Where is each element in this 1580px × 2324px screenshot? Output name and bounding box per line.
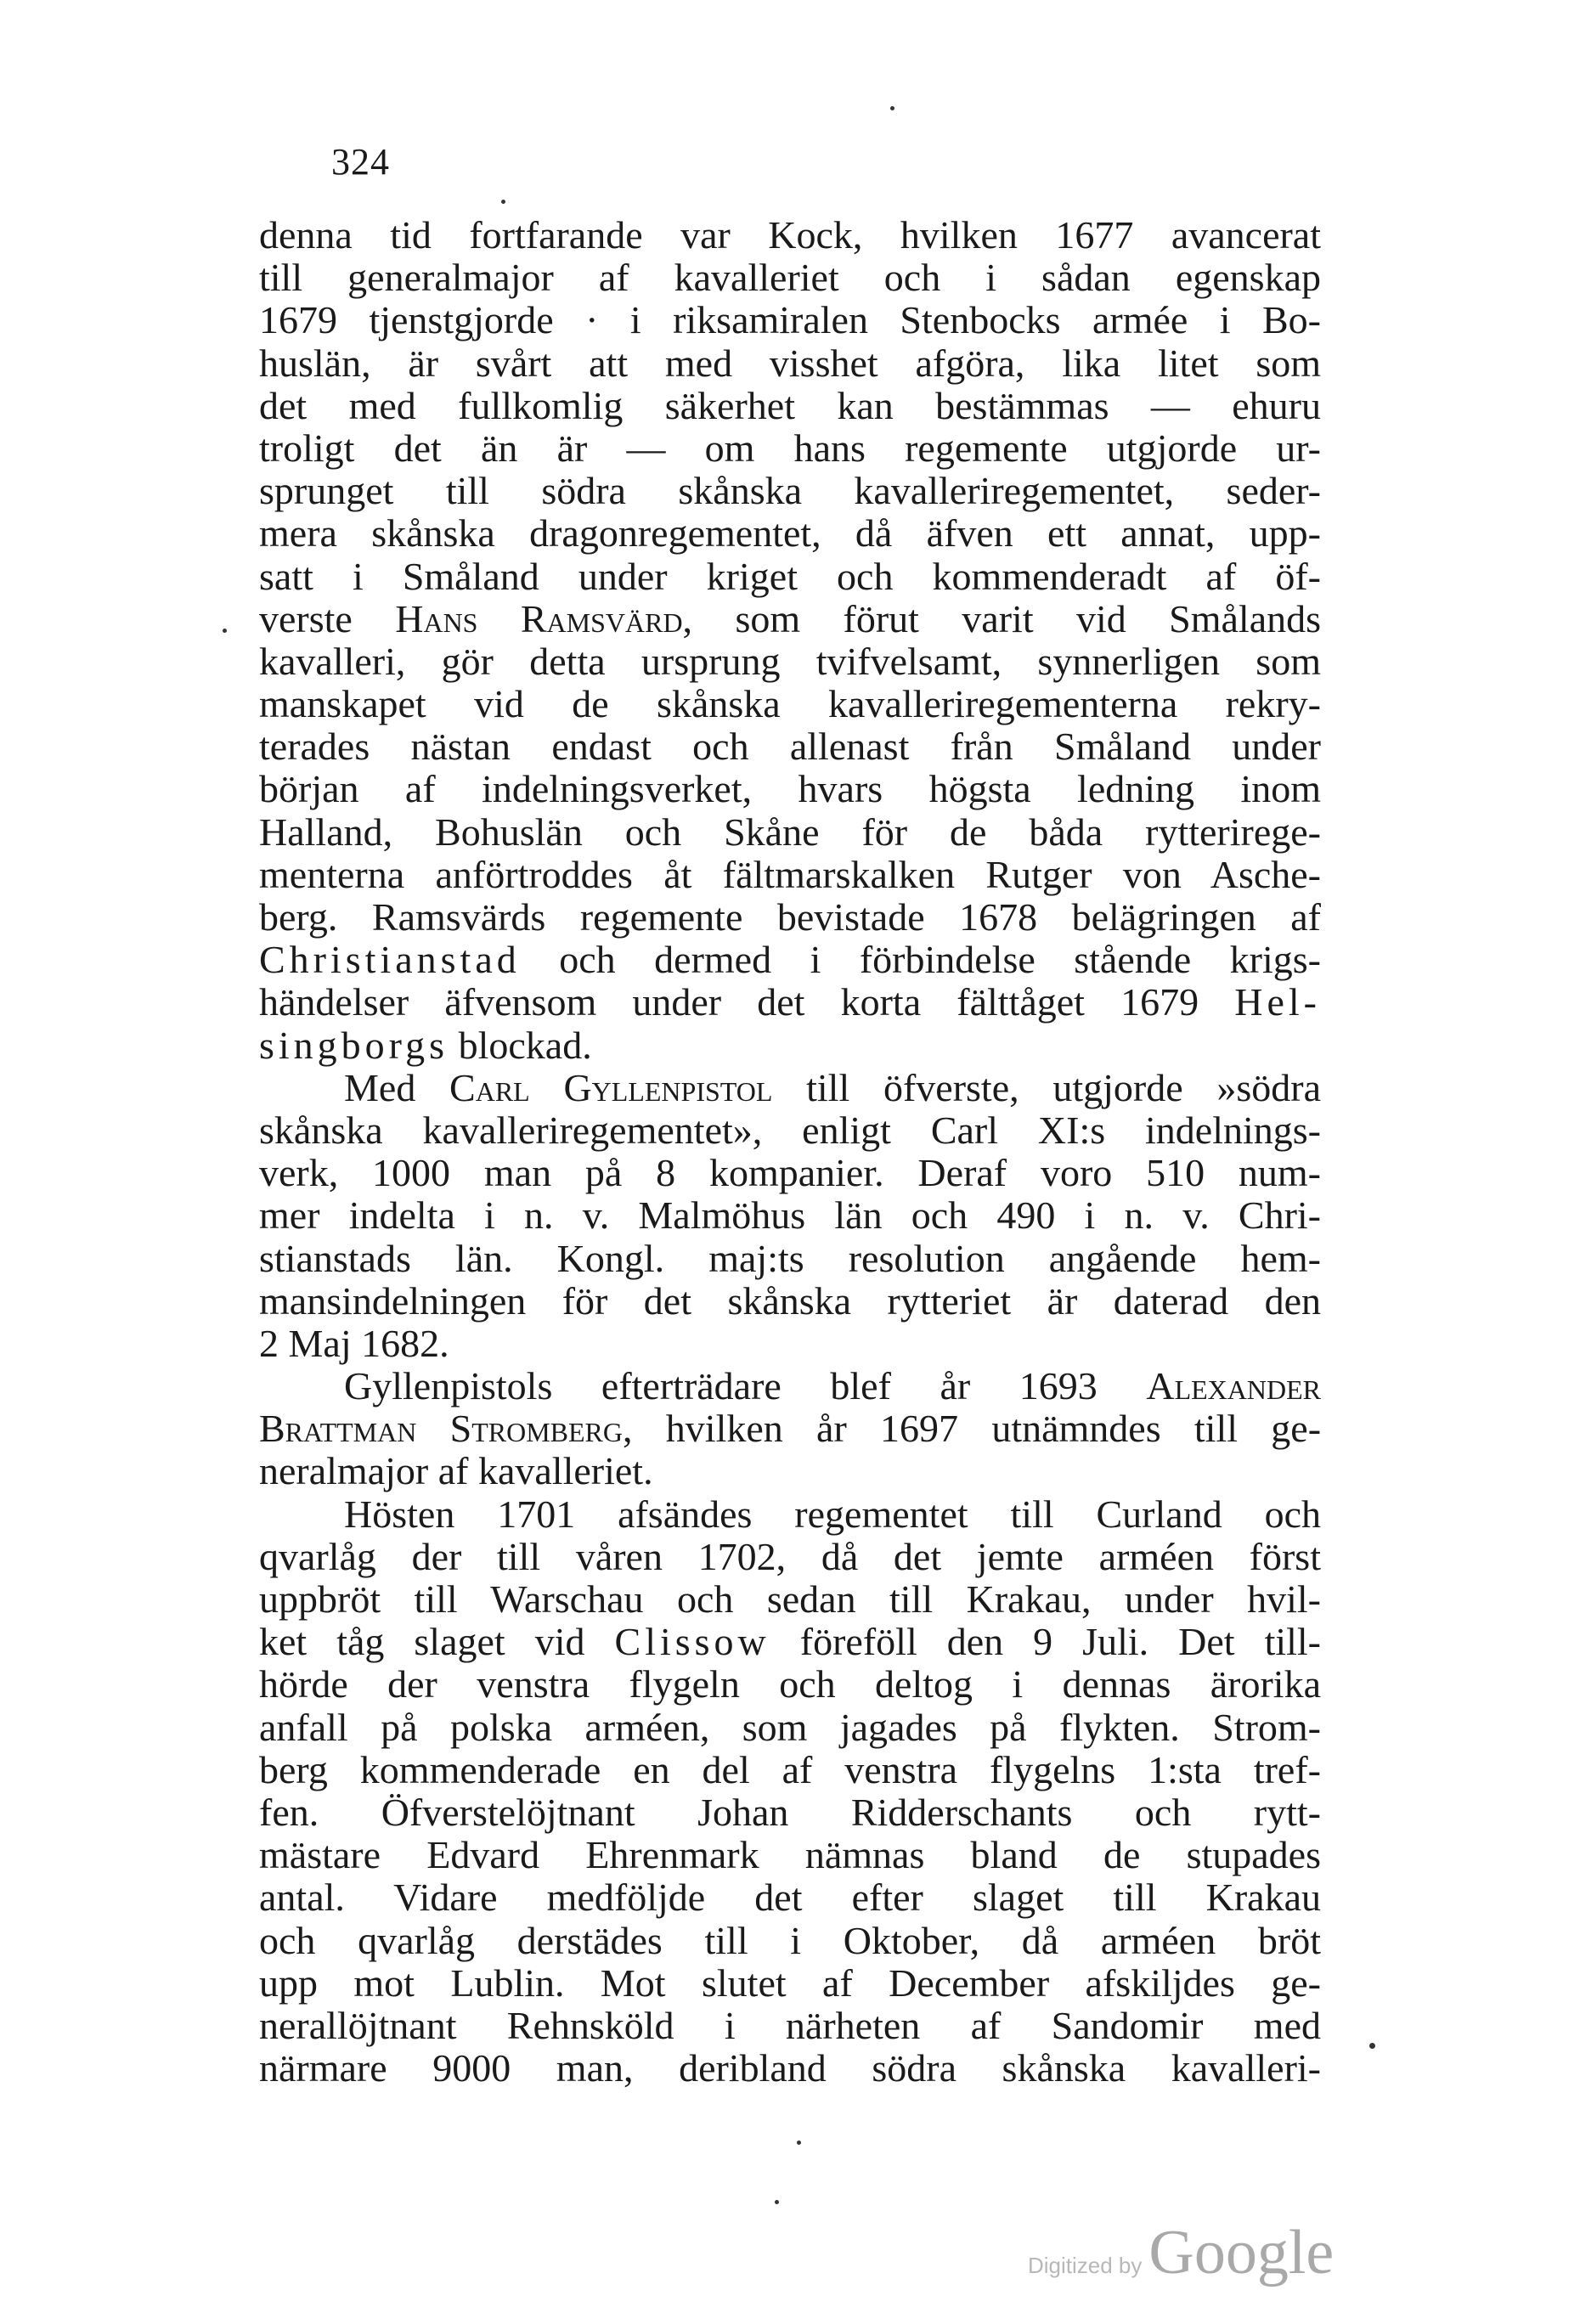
- text-line: [259, 1365, 1321, 1407]
- text-line: neralmajor af kavalleriet.: [259, 1449, 653, 1493]
- text-line: mera skånska dragonregementet, då äfven ett annat, upp-: [259, 511, 1321, 556]
- text-segment: föreföll den 9 Juli. Det till-: [799, 1620, 1322, 1664]
- text-segment: till öfverste, utgjorde »södra: [806, 1065, 1321, 1109]
- scan-speck: [797, 2141, 801, 2145]
- text-line: uppbröt till Warschau och sedan till Krakau, under hvil-: [259, 1577, 1321, 1621]
- text-line: verk, 1000 man på 8 kompanier. Deraf voro 510 num-: [259, 1151, 1321, 1195]
- text-segment: hvilken år 1697 utnämndes till ge-: [665, 1407, 1322, 1451]
- text-line: mer indelta i n. v. Malmöhus län och 490 i n. v. Chri-: [259, 1193, 1321, 1238]
- spaced-place-name: Clissow: [614, 1620, 770, 1664]
- text-segment: som förut varit vid Smålands: [735, 596, 1322, 640]
- text-line: nerallöjtnant Rehnsköld i närheten af Sandomir med: [259, 2003, 1321, 2047]
- text-line: upp mot Lublin. Mot slutet af December afskiljdes ge-: [259, 1960, 1321, 2005]
- text-line: [259, 1407, 1321, 1450]
- scan-speck: [1369, 2043, 1375, 2049]
- google-digitized-watermark: [1028, 2217, 1334, 2289]
- text-segment: Med: [344, 1065, 416, 1109]
- scan-speck: [775, 2200, 779, 2204]
- person-name: Hans Ramsvärd,: [395, 596, 693, 640]
- body-text: [259, 214, 1321, 2090]
- text-line: sprunget till södra skånska kavalleriregementet, seder-: [259, 469, 1321, 513]
- spaced-place-name: Hel-: [1234, 980, 1322, 1024]
- text-line: manskapet vid de skånska kavalleriregementerna rekry-: [259, 682, 1321, 726]
- text-line: hörde der venstra flygeln och deltog i dennas ärorika: [259, 1662, 1321, 1706]
- text-line: mästare Edvard Ehrenmark nämnas bland de stupades: [259, 1833, 1321, 1877]
- text-segment: blockad.: [458, 1023, 592, 1067]
- text-segment: och dermed i förbindelse stående krigs-: [559, 938, 1321, 982]
- text-line: till generalmajor af kavalleriet och i sådan egenskap: [259, 256, 1321, 300]
- text-line: [259, 981, 1321, 1024]
- text-line: fen. Öfverstelöjtnant Johan Ridderschants och rytt-: [259, 1790, 1321, 1834]
- text-line: terades nästan endast och allenast från Småland under: [259, 725, 1321, 769]
- text-line: anfall på polska arméen, som jagades på flykten. Strom-: [259, 1705, 1321, 1749]
- text-segment: ket tåg slaget vid: [259, 1620, 585, 1664]
- text-segment: Gyllenpistols efterträdare blef år 1693: [344, 1364, 1098, 1408]
- text-line: huslän, är svårt att med visshet afgöra, lika litet som: [259, 341, 1321, 385]
- text-line: 2 Maj 1682.: [259, 1321, 449, 1365]
- text-line: det med fullkomlig säkerhet kan bestämmas — ehuru: [259, 383, 1321, 427]
- person-name: Alexander: [1146, 1364, 1322, 1408]
- scan-speck: [223, 629, 227, 633]
- text-line: skånska kavalleriregementet», enligt Carl XI:s indelnings-: [259, 1108, 1321, 1152]
- text-line: antal. Vidare medföljde det efter slaget till Krakau: [259, 1876, 1321, 1920]
- text-line: [259, 1024, 1321, 1067]
- text-line: [259, 1621, 1321, 1663]
- text-line: berg kommenderade en del af venstra flygelns 1:sta tref-: [259, 1747, 1321, 1791]
- person-name: Brattman Stromberg,: [259, 1407, 633, 1451]
- text-line: berg. Ramsvärds regemente bevistade 1678 belägringen af: [259, 895, 1321, 939]
- watermark-prefix: Digitized by: [1028, 2253, 1143, 2278]
- scan-speck: [890, 106, 894, 110]
- text-line: och qvarlåg derstädes till i Oktober, då arméen bröt: [259, 1918, 1321, 1962]
- google-logo: Google: [1148, 2218, 1335, 2287]
- text-line: kavalleri, gör detta ursprung tvifvelsamt, synnerligen som: [259, 639, 1321, 683]
- text-line: [259, 939, 1321, 981]
- text-segment: verste: [259, 596, 353, 640]
- text-line: [259, 598, 1321, 640]
- text-line: närmare 9000 man, deribland södra skånska kavalleri-: [259, 2046, 1321, 2090]
- text-line: början af indelningsverket, hvars högsta ledning inom: [259, 767, 1321, 811]
- text-segment: händelser äfvensom under det korta fälttåget 1679: [259, 980, 1199, 1024]
- text-line: denna tid fortfarande var Kock, hvilken 1677 avancerat: [259, 213, 1321, 257]
- text-line: menterna anförtroddes åt fältmarskalken Rutger von Asche-: [259, 852, 1321, 896]
- text-line: Halland, Bohuslän och Skåne för de båda rytterirege-: [259, 809, 1321, 854]
- text-line: satt i Småland under kriget och kommenderadt af öf-: [259, 554, 1321, 598]
- text-line: troligt det än är — om hans regemente utgjorde ur-: [259, 426, 1321, 470]
- text-line: 1679 tjenstgjorde · i riksamiralen Stenbocks armée i Bo-: [259, 298, 1321, 342]
- scan-speck: [501, 200, 505, 204]
- text-line: mansindelningen för det skånska rytteriet är daterad den: [259, 1278, 1321, 1323]
- spaced-place-name: singborgs: [259, 1023, 449, 1067]
- text-line: stianstads län. Kongl. maj:ts resolution angående hem-: [259, 1236, 1321, 1280]
- text-line: [259, 1067, 1321, 1109]
- person-name: Carl Gyllenpistol: [449, 1065, 773, 1109]
- page-number: 324: [331, 141, 390, 183]
- text-line: qvarlåg der till våren 1702, då det jemte arméen först: [259, 1534, 1321, 1578]
- spaced-place-name: Christianstad: [259, 938, 521, 982]
- text-line: Hösten 1701 afsändes regementet till Curland och: [344, 1492, 1321, 1536]
